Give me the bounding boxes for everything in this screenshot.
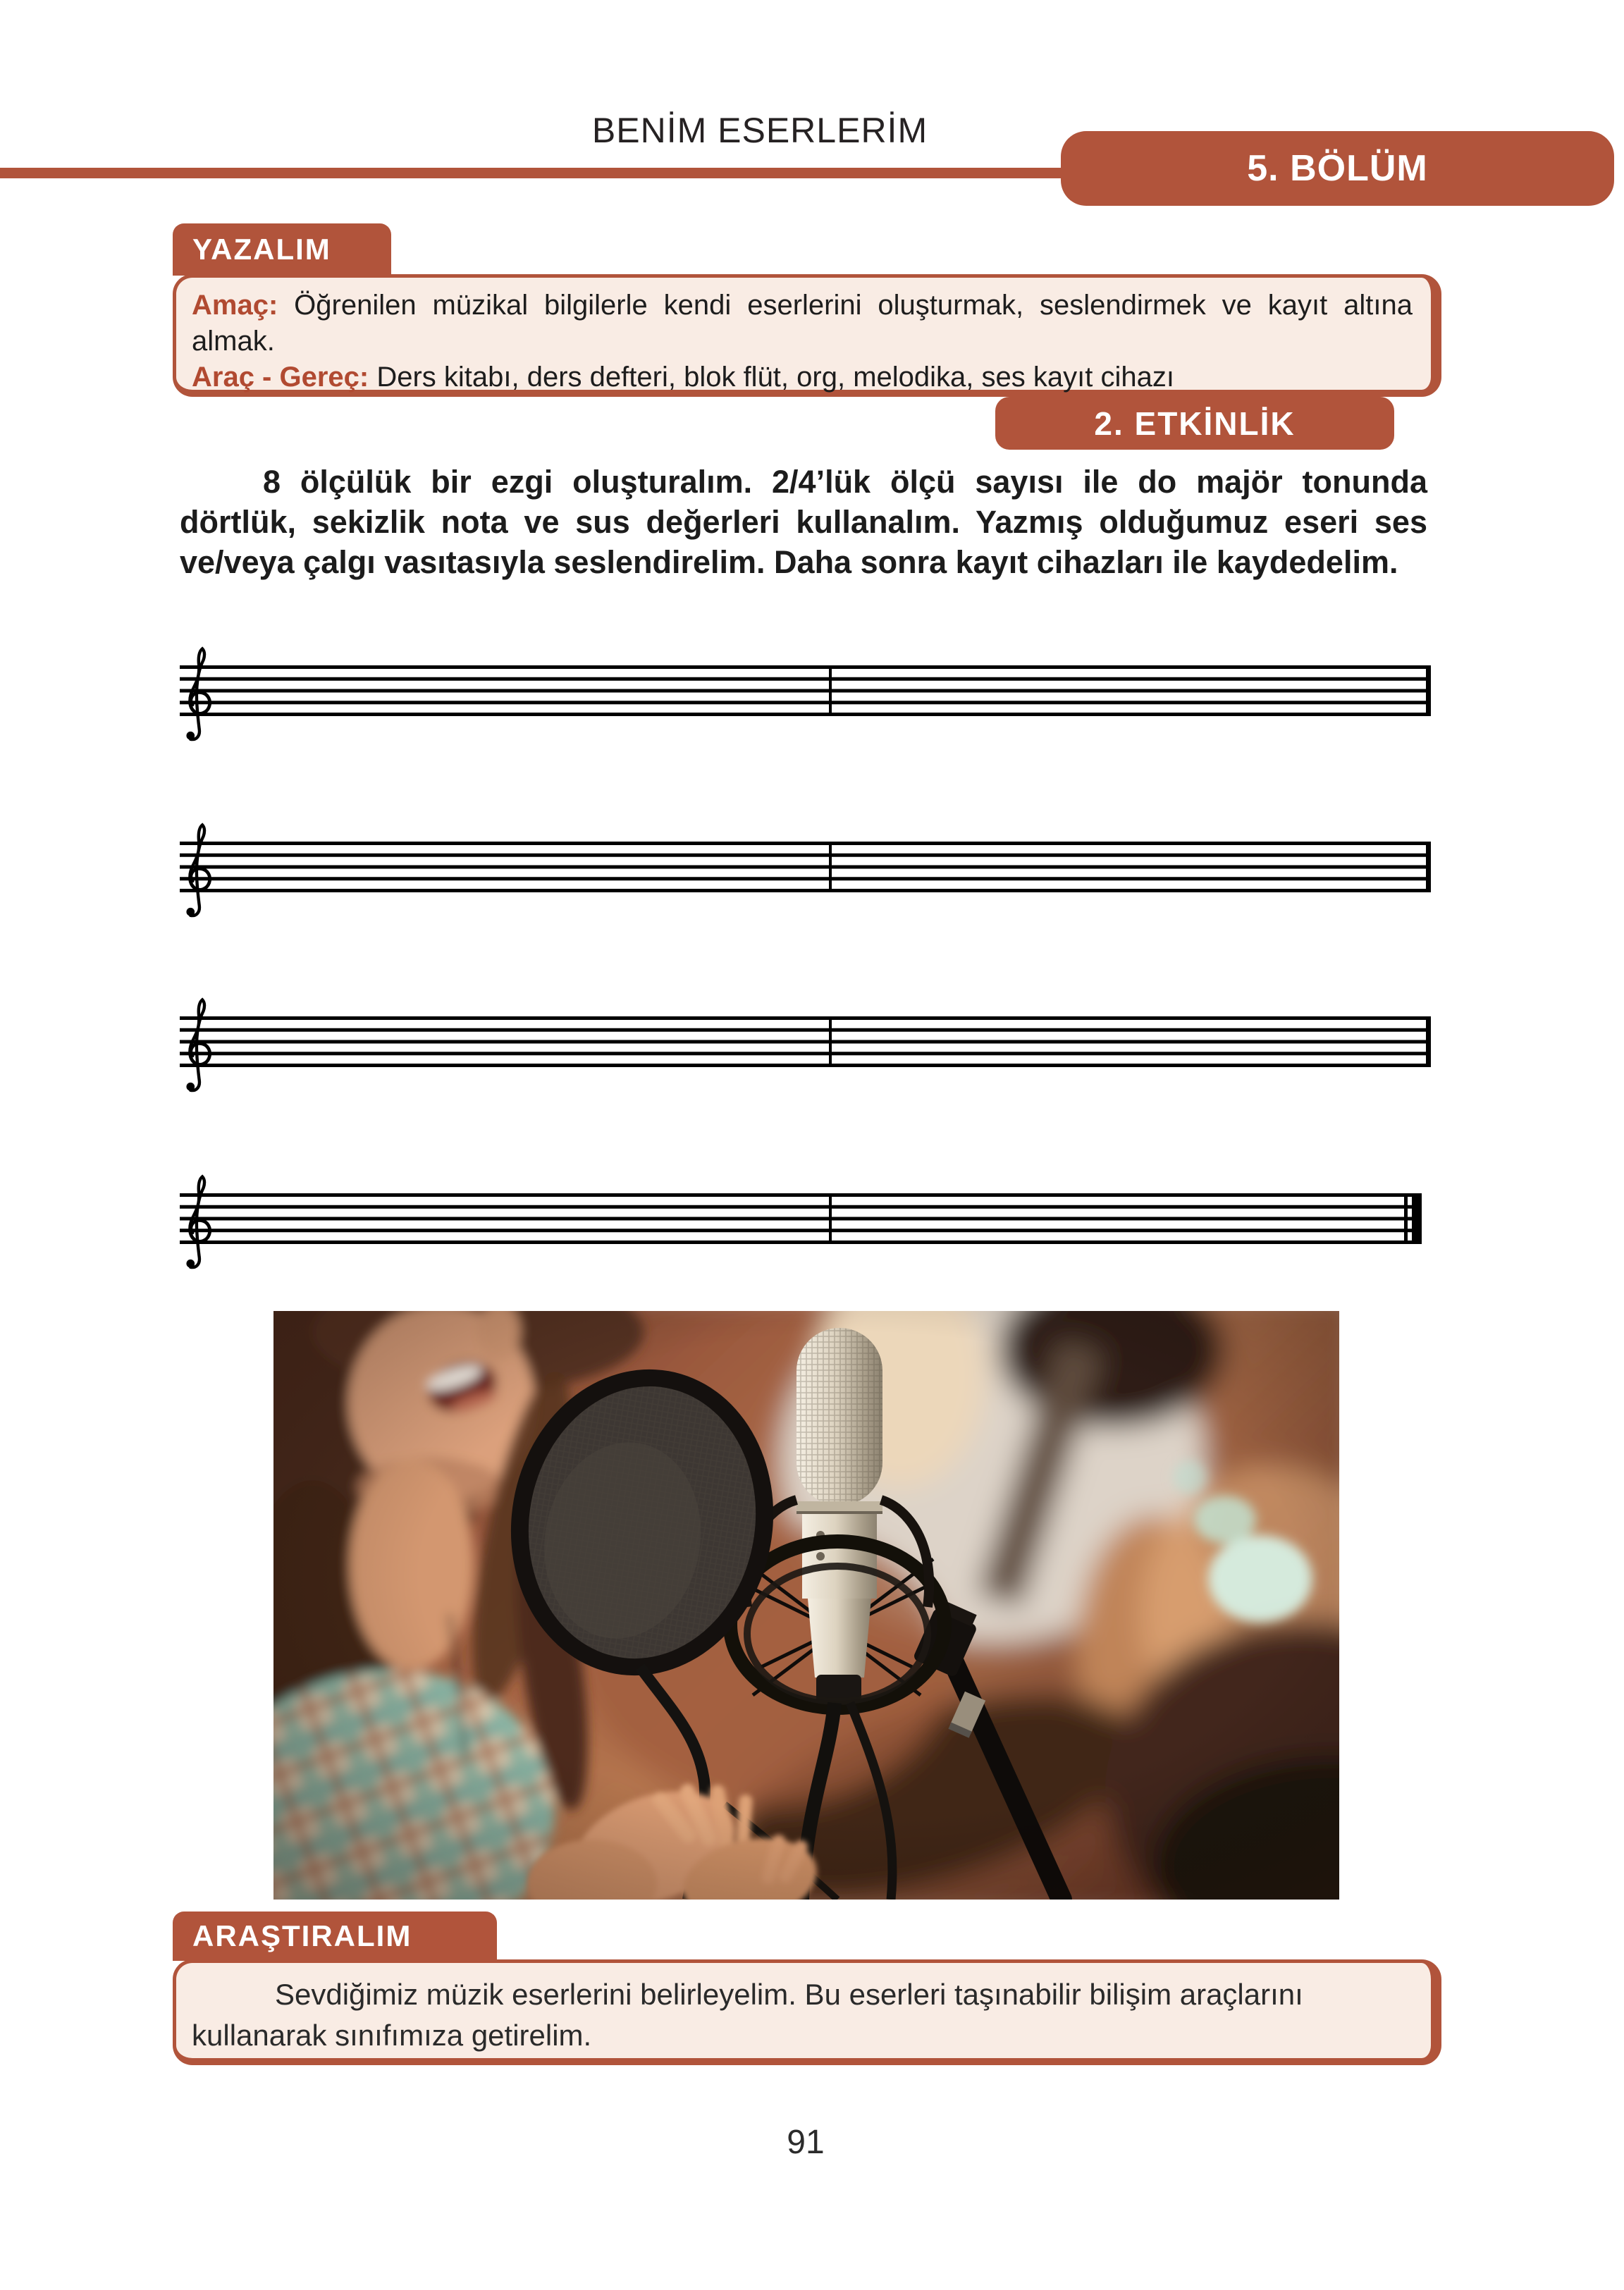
music-staff bbox=[162, 975, 1438, 1116]
music-staff bbox=[162, 624, 1438, 765]
music-staff bbox=[162, 801, 1438, 942]
header-rule bbox=[0, 168, 1100, 178]
chapter-badge bbox=[1061, 131, 1614, 206]
goal-text: Öğrenilen müzikal bilgilerle kendi eserlerini oluşturmak, seslendirmek ve kayıt altına almak. bbox=[192, 290, 1413, 357]
final-thin-barline bbox=[1404, 1193, 1408, 1244]
write-panel bbox=[173, 274, 1441, 397]
materials-line bbox=[192, 359, 1413, 395]
page-title: BENİM ESERLERİM bbox=[591, 111, 928, 150]
vignette bbox=[273, 1311, 1339, 1900]
write-panel-body bbox=[176, 278, 1431, 402]
end-barline bbox=[1426, 665, 1431, 716]
activity-badge bbox=[995, 397, 1394, 450]
research-panel-body bbox=[176, 1963, 1431, 2064]
tab-yazalim-label: YAZALIM bbox=[192, 233, 331, 266]
activity-paragraph: 8 ölçülük bir ezgi oluşturalım. 2/4’lük ölçü sayısı ile do majör tonunda dörtlük, sekizlik nota ve sus değerleri kullanalım. Yazmış olduğumuz eseri ses ve/veya çalgı vasıtasıyla seslendirelim. Daha sonra kayıt cihazları ile kaydedelim. bbox=[180, 464, 1427, 580]
goal-label: Amaç: bbox=[192, 290, 278, 321]
final-thick-barline bbox=[1412, 1193, 1422, 1244]
research-panel bbox=[173, 1959, 1441, 2065]
end-barline bbox=[1426, 1016, 1431, 1067]
end-barline bbox=[1426, 842, 1431, 892]
tab-arastiralim-label: ARAŞTIRALIM bbox=[192, 1919, 412, 1952]
materials-text: Ders kitabı, ders defteri, blok flüt, org, melodika, ses kayıt cihazı bbox=[369, 362, 1174, 393]
chapter-badge-label: 5. BÖLÜM bbox=[1247, 148, 1428, 189]
studio-photo bbox=[273, 1311, 1339, 1900]
music-staff bbox=[162, 1152, 1438, 1293]
page-number: 91 bbox=[787, 2124, 825, 2161]
tab-yazalim bbox=[173, 223, 391, 276]
activity-badge-label: 2. ETKİNLİK bbox=[1094, 405, 1296, 442]
tab-arastiralim bbox=[173, 1912, 497, 1961]
materials-label: Araç - Gereç: bbox=[192, 362, 369, 393]
goal-line bbox=[192, 288, 1413, 359]
research-text: Sevdiğimiz müzik eserlerini belirleyelim. Bu eserleri taşınabilir bilişim araçlarını kullanarak sınıfımıza getirelim. bbox=[192, 1978, 1303, 2052]
